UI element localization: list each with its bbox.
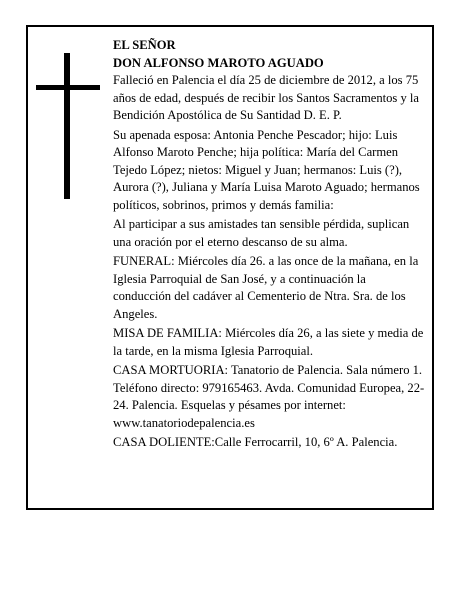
family-list: Su apenada esposa: Antonia Penche Pescador; hijo: Luis Alfonso Maroto Penche; hija política: María del Carmen Tejedo López; nietos: Miguel y Juan; hermanos: Luis (?), Aurora (?), Juliana y María Luisa Maroto Aguado; hermanos políticos, sobrinos, primos y demás familia: <box>113 127 420 212</box>
title-line: EL SEÑOR <box>113 38 176 52</box>
deceased-name: DON ALFONSO MAROTO AGUADO <box>113 55 324 70</box>
funeral-home-info: CASA MORTUORIA: Tanatorio de Palencia. Sala número 1. Teléfono directo: 979165463. Avda. Comunidad Europea, 22-24. Palencia. Esquelas y pésames por internet: www.tanatoriodepalencia.es <box>113 363 425 430</box>
prayer-request: Al participar a sus amistades tan sensible pérdida, suplican una oración por el eterno descanso de su alma. <box>113 217 410 249</box>
death-announcement: Falleció en Palencia el día 25 de diciembre de 2012, a los 75 años de edad, después de recibir los Santos Sacramentos y la Bendición Apostólica de Su Santidad D. E. P. <box>113 73 420 122</box>
cross-horizontal-bar <box>36 85 100 90</box>
cross-vertical-bar <box>64 53 70 199</box>
funeral-info: FUNERAL: Miércoles día 26. a las once de la mañana, en la Iglesia Parroquial de San José, y a continuación la conducción del cadáver al Cementerio de Ntra. Sra. de los Angeles. <box>113 254 419 321</box>
cross-icon <box>36 53 100 199</box>
obituary-text <box>113 37 425 452</box>
family-home-address: CASA DOLIENTE:Calle Ferrocarril, 10, 6º A. Palencia. <box>113 435 398 449</box>
family-mass-info: MISA DE FAMILIA: Miércoles día 26, a las siete y media de la tarde, en la misma Iglesia Parroquial. <box>113 326 424 358</box>
